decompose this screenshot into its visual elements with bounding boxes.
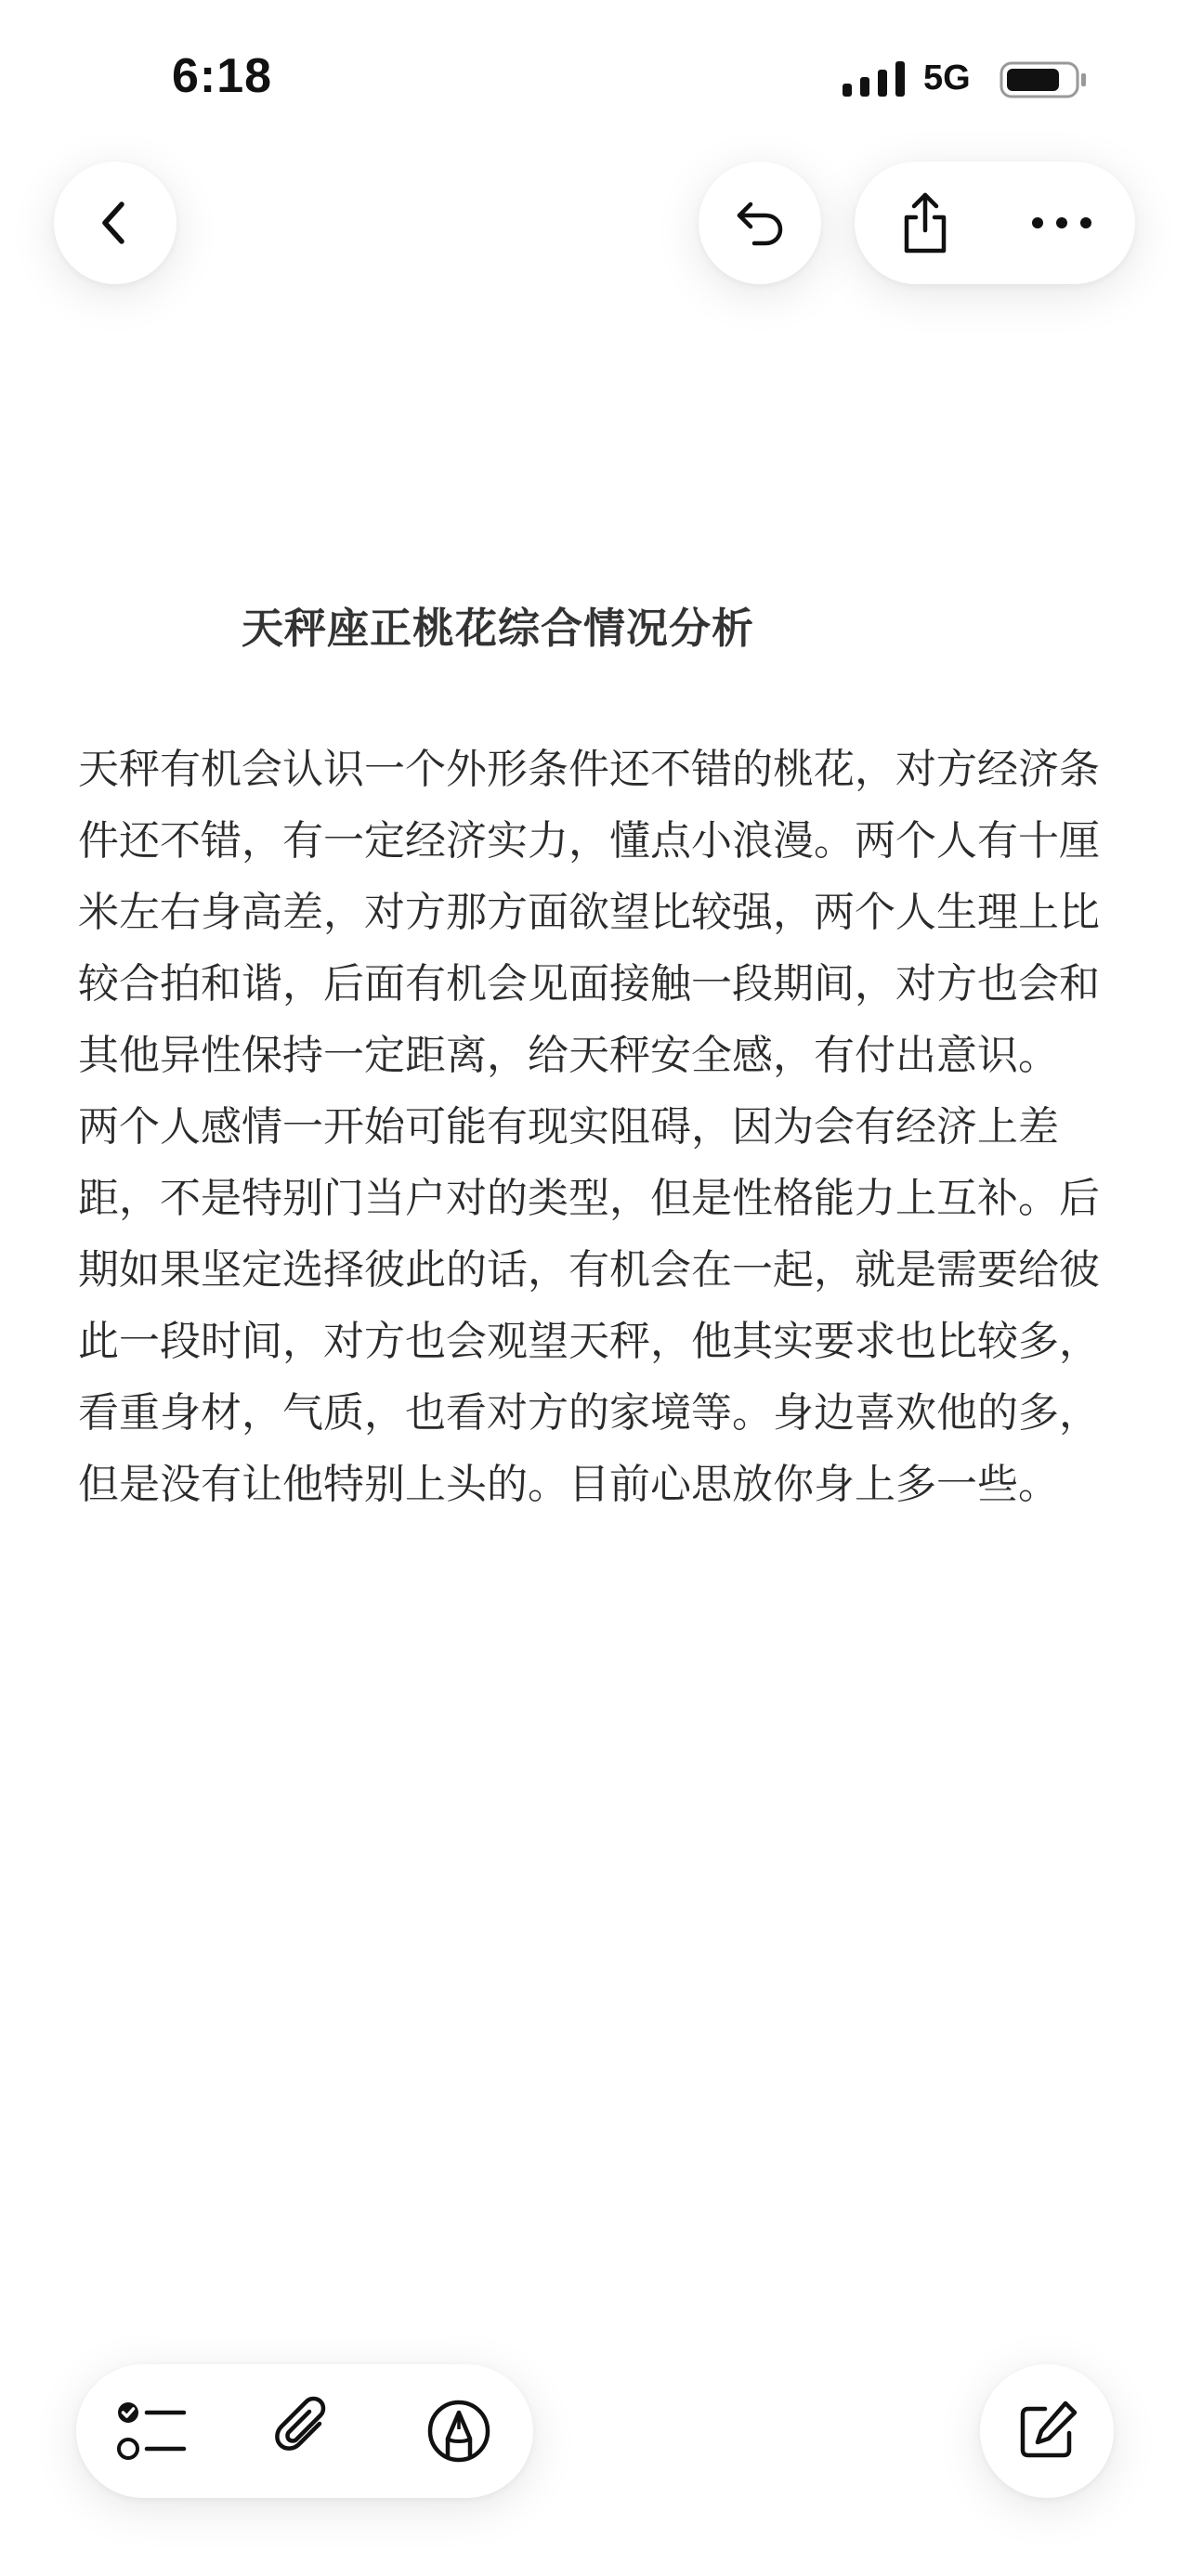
- chevron-left-icon: [91, 199, 139, 247]
- note-title[interactable]: 天秤座正桃花综合情况分析: [242, 604, 755, 653]
- compose-button[interactable]: [980, 2364, 1114, 2498]
- checklist-icon: [115, 2398, 188, 2465]
- bottom-toolbar: [76, 2364, 533, 2498]
- paperclip-icon: [271, 2396, 340, 2466]
- ellipsis-icon: [1029, 214, 1094, 232]
- note-paragraph: 天秤有机会认识一个外形条件还不错的桃花，对方经济条件还不错，有一定经济实力，懂点小浪漫。两个人有十厘米左右身高差，对方那方面欲望比较强，两个人生理上比较合拍和谐，后面有机会见面接触一段期间，对方也会和其他异性保持一定距离，给天秤安全感，有付出意识。: [78, 746, 1100, 1079]
- cellular-signal-icon: [843, 61, 906, 97]
- battery-icon: [1000, 61, 1087, 98]
- compose-icon: [1013, 2398, 1080, 2465]
- note-body[interactable]: [78, 734, 1118, 1520]
- share-button[interactable]: [873, 176, 977, 269]
- markup-button[interactable]: [412, 2385, 505, 2478]
- more-options-button[interactable]: [1007, 176, 1117, 269]
- undo-button[interactable]: [699, 162, 821, 284]
- attachment-button[interactable]: [258, 2385, 351, 2478]
- share-icon: [895, 189, 955, 256]
- note-paragraph: 两个人感情一开始可能有现实阻碍，因为会有经济上差距，不是特别门当户对的类型，但是性格能力上互补。后期如果坚定选择彼此的话，有机会在一起，就是需要给彼此一段时间，对方也会观望天秤，他其实要求也比较多，看重身材，气质，也看对方的家境等。身边喜欢他的多，但是没有让他特别上头的。目前心思放你身上多一些。: [78, 1103, 1100, 1508]
- pen-markup-icon: [425, 2398, 492, 2465]
- note-actions-group: [855, 162, 1135, 284]
- network-type: 5G: [923, 59, 971, 98]
- undo-icon: [732, 195, 788, 251]
- status-time: 6:18: [172, 49, 273, 103]
- checklist-button[interactable]: [104, 2385, 197, 2478]
- back-button[interactable]: [54, 162, 176, 284]
